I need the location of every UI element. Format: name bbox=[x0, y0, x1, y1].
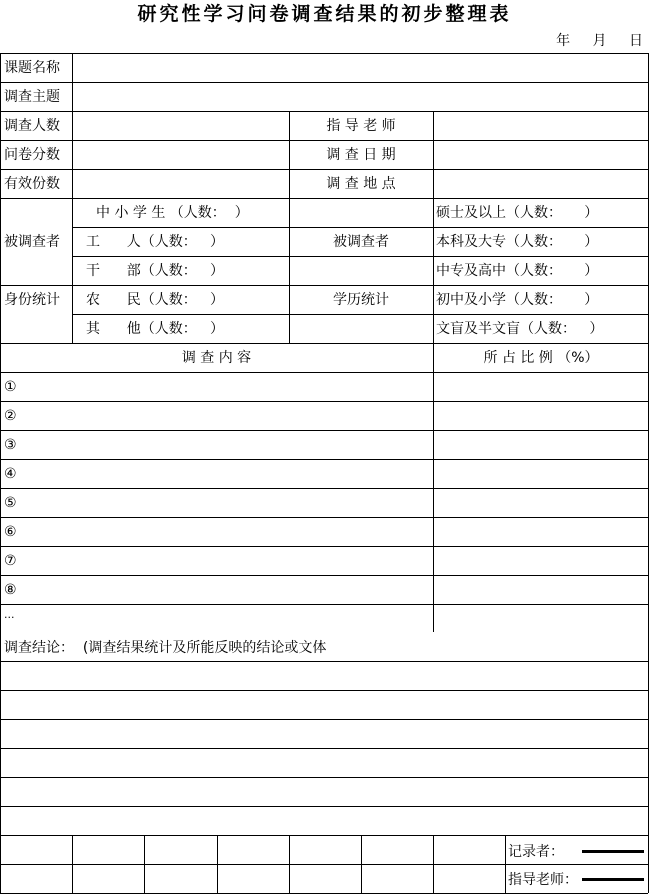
recorder-signature-line bbox=[582, 850, 644, 853]
content-item: ④ bbox=[4, 466, 17, 482]
grid-line-h bbox=[0, 604, 648, 605]
education-row: 文盲及半文盲（人数： ） bbox=[436, 321, 604, 337]
grid-line-h bbox=[0, 372, 648, 373]
people-count-label: 调查人数 bbox=[4, 118, 60, 134]
identity-label-a: 被调查者 bbox=[4, 234, 60, 250]
valid-copies-label: 有效份数 bbox=[4, 176, 60, 192]
grid-line-v bbox=[217, 835, 218, 893]
grid-line-h bbox=[433, 314, 648, 315]
content-item: ⑤ bbox=[4, 495, 17, 511]
content-item: ⑦ bbox=[4, 553, 17, 569]
grid-line-h bbox=[0, 719, 648, 720]
grid-line-h bbox=[72, 314, 433, 315]
topic-label: 课题名称 bbox=[4, 60, 60, 76]
grid-line-h bbox=[0, 488, 648, 489]
grid-line-v bbox=[289, 835, 290, 893]
survey-place-label: 调 查 地 点 bbox=[326, 176, 396, 192]
grid-line-h bbox=[0, 806, 648, 807]
grid-line-h bbox=[0, 53, 648, 54]
grid-line-h bbox=[433, 285, 648, 286]
identity-label-b: 身份统计 bbox=[4, 292, 60, 308]
identity-row: 工 人（人数： ） bbox=[86, 234, 225, 250]
education-label-b: 学历统计 bbox=[333, 292, 389, 308]
grid-line-h bbox=[0, 82, 648, 83]
identity-row: 干 部（人数： ） bbox=[86, 263, 225, 279]
grid-line-v bbox=[433, 835, 434, 893]
grid-line-v bbox=[72, 835, 73, 893]
grid-line-h bbox=[0, 835, 648, 836]
teacher-signature-label: 指导老师： bbox=[508, 872, 578, 888]
grid-line-v bbox=[433, 111, 434, 632]
content-item: ① bbox=[4, 379, 17, 395]
content-item: ② bbox=[4, 408, 17, 424]
content-header: 调 查 内 容 bbox=[181, 350, 252, 366]
page-title: 研究性学习问卷调查结果的初步整理表 bbox=[137, 3, 512, 25]
education-row: 初中及小学（人数： ） bbox=[436, 292, 599, 308]
grid-line-h bbox=[0, 111, 648, 112]
grid-line-v bbox=[505, 835, 506, 893]
education-row: 硕士及以上（人数： ） bbox=[436, 205, 599, 221]
grid-line-h bbox=[0, 777, 648, 778]
grid-line-h bbox=[0, 140, 648, 141]
conclusion-label: 调查结论： (调查结果统计及所能反映的结论或文体 bbox=[4, 640, 327, 656]
content-item: ⑥ bbox=[4, 524, 17, 540]
grid-line-h bbox=[0, 285, 72, 286]
grid-line-h bbox=[72, 256, 433, 257]
grid-line-h bbox=[0, 748, 648, 749]
copies-label: 问卷分数 bbox=[4, 147, 60, 163]
education-row: 中专及高中（人数： ） bbox=[436, 263, 599, 279]
theme-label: 调查主题 bbox=[4, 89, 60, 105]
teacher-label: 指 导 老 师 bbox=[326, 118, 396, 134]
grid-line-h bbox=[0, 864, 648, 865]
grid-line-h bbox=[0, 430, 648, 431]
grid-line-v bbox=[72, 53, 73, 343]
recorder-label: 记录者： bbox=[508, 844, 564, 860]
grid-line-h bbox=[433, 227, 648, 228]
teacher-signature-line bbox=[582, 878, 644, 881]
grid-line-h bbox=[433, 256, 648, 257]
identity-row: 其 他（人数： ） bbox=[86, 321, 225, 337]
grid-line-h bbox=[0, 575, 648, 576]
survey-date-label: 调 查 日 期 bbox=[326, 147, 396, 163]
grid-line-h bbox=[0, 459, 648, 460]
identity-row: 中 小 学 生 （人数： ） bbox=[96, 205, 249, 221]
grid-line-h bbox=[0, 401, 648, 402]
content-item: ⑧ bbox=[4, 582, 17, 598]
identity-row: 农 民（人数： ） bbox=[86, 292, 225, 308]
content-item: ③ bbox=[4, 437, 17, 453]
grid-line-v bbox=[0, 53, 1, 893]
grid-line-h bbox=[0, 343, 648, 344]
grid-line-h bbox=[0, 169, 648, 170]
ratio-header: 所 占 比 例 （%） bbox=[483, 350, 599, 366]
grid-line-h bbox=[0, 661, 648, 662]
education-label-a: 被调查者 bbox=[333, 234, 389, 250]
grid-line-h bbox=[0, 198, 648, 199]
grid-line-v bbox=[361, 835, 362, 893]
grid-line-h bbox=[0, 690, 648, 691]
grid-line-h bbox=[0, 546, 648, 547]
date-label: 年 月 日 bbox=[556, 33, 643, 49]
grid-line-h bbox=[0, 517, 648, 518]
grid-line-v bbox=[144, 835, 145, 893]
content-item: ... bbox=[4, 608, 15, 621]
grid-line-h bbox=[72, 227, 433, 228]
education-row: 本科及大专（人数： ） bbox=[436, 234, 599, 250]
grid-line-h bbox=[72, 285, 433, 286]
